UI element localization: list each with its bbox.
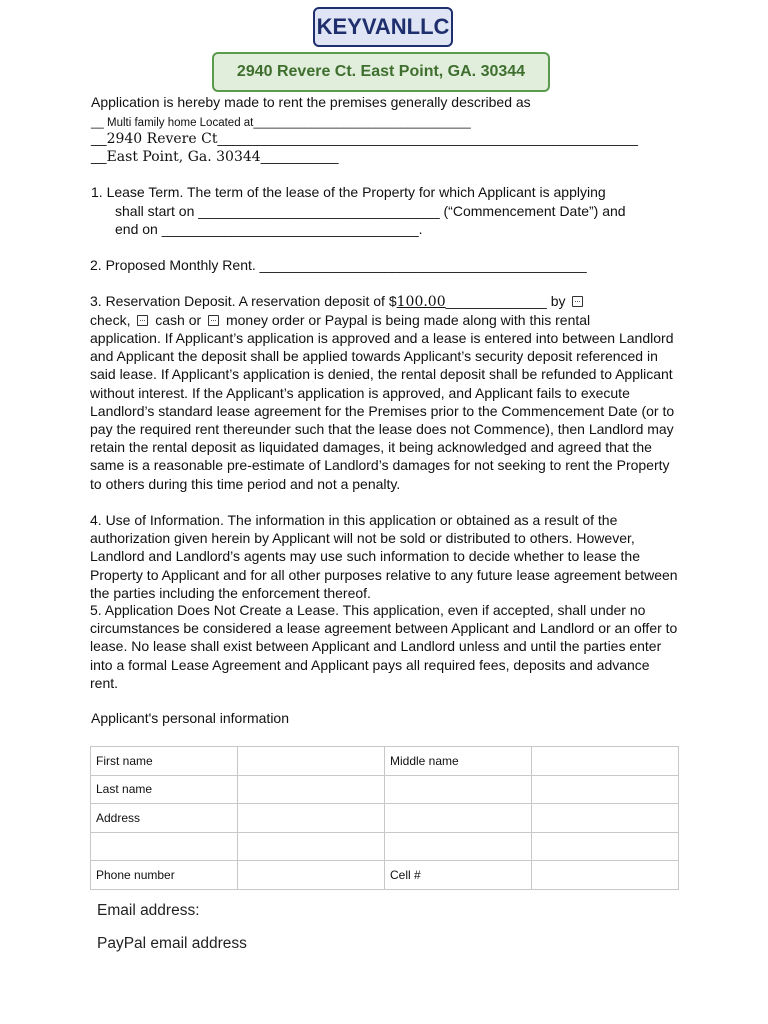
- intro-text: Application is hereby made to rent the premises generally described as: [91, 94, 531, 110]
- lease-term-line-1: 1. Lease Term. The term of the lease of the Property for which Applicant is applying: [91, 184, 606, 200]
- phone-field[interactable]: [238, 861, 385, 890]
- address-field[interactable]: [238, 804, 385, 833]
- paypal-email-label: PayPal email address: [97, 935, 247, 952]
- last-name-label: Last name: [91, 775, 238, 804]
- deposit-line-tail: _____________ by: [445, 293, 566, 309]
- money-order-checkbox[interactable]: [208, 315, 219, 326]
- cash-checkbox[interactable]: [137, 315, 148, 326]
- last-name-field[interactable]: [238, 775, 385, 804]
- empty-cell: [385, 832, 532, 861]
- middle-name-label: Middle name: [385, 747, 532, 776]
- middle-name-field[interactable]: [532, 747, 679, 776]
- table-row: [91, 775, 679, 804]
- property-address-banner: 2940 Revere Ct. East Point, GA. 30344: [212, 52, 550, 92]
- intro-line-2: __2940 Revere Ct______________________________________________________: [91, 130, 638, 147]
- empty-cell: [385, 775, 532, 804]
- empty-cell: [532, 775, 679, 804]
- deposit-body: application. If Applicant’s application is approved and a lease is entered into between Landlord and Applicant the deposit shall be applied towards Applicant’s security deposit referenced in said lease. If Applicant’s application is denied, the rental deposit shall be refunded to Applicant without interest. If the Applicant’s application is approved, and Applicant fails to execute Landlord’s standard lease agreement for the Premises prior to the Commencement Date (or to pay the required rent thereunder such that the lease does not Commence), then Landlord may retain the rental deposit as liquidated damages, it being acknowledged and agreed that the same is a reasonable pre-estimate of Landlord’s damages for not seeking to rent the Property to others during this time period and not a penalty.: [90, 330, 675, 492]
- cell-label: Cell #: [385, 861, 532, 890]
- no-lease-clause: 5. Application Does Not Create a Lease. This application, even if accepted, shall under no circumstances be considered a lease agreement between Applicant and Landlord or an offer to lease. No lease shall exist between Applicant and Landlord unless and until the parties enter into a formal Lease Agreement and Applicant pays all required fees, deposits and advance rent.: [90, 602, 678, 691]
- lease-term-line-2: shall start on _______________________________ (“Commencement Date”) and: [115, 203, 626, 219]
- table-row: [91, 832, 679, 861]
- table-row: [91, 804, 679, 833]
- company-title: KEYVANLLC: [313, 7, 453, 47]
- personal-info-table: [90, 746, 679, 890]
- intro-line-1: __ Multi family home Located at__________________________________: [91, 117, 471, 129]
- city-field[interactable]: East Point, Ga. 30344: [106, 149, 261, 165]
- table-row: [91, 747, 679, 776]
- table-row: [91, 861, 679, 890]
- address-line-2-field[interactable]: [238, 832, 385, 861]
- use-of-information: 4. Use of Information. The information in this application or obtained as a result of the authorization given herein by Applicant will not be sold or distributed to others. However, Landlord and Landlord’s agents may use such information to decide whether to lease the Property to Applicant and for all other purposes relative to any future lease agreement between the parties including the enforcement thereof.: [90, 512, 678, 601]
- property-type-label: Multi family home Located at: [107, 117, 254, 129]
- address-label: Address: [91, 804, 238, 833]
- empty-cell: [91, 832, 238, 861]
- phone-label: Phone number: [91, 861, 238, 890]
- money-order-label: money order or Paypal is being made along with this rental: [225, 312, 591, 328]
- check-label: check,: [90, 312, 131, 328]
- address-field-2[interactable]: [385, 804, 532, 833]
- address-field-3[interactable]: [532, 804, 679, 833]
- first-name-label: First name: [91, 747, 238, 776]
- deposit-prefix: 3. Reservation Deposit. A reservation deposit of $: [90, 293, 397, 309]
- deposit-amount-field[interactable]: 100.00: [396, 294, 446, 310]
- lease-term-line-3: end on _________________________________.: [115, 221, 423, 237]
- empty-cell: [532, 832, 679, 861]
- email-address-label: Email address:: [97, 902, 200, 919]
- personal-info-heading: Applicant's personal information: [91, 710, 290, 726]
- intro-line-3: __East Point, Ga. 30344__________: [91, 148, 339, 165]
- deposit-line: [90, 292, 586, 311]
- cash-label: cash or: [155, 312, 202, 328]
- deposit-method-line: [90, 311, 590, 329]
- check-checkbox[interactable]: [572, 296, 583, 307]
- street-field[interactable]: 2940 Revere Ct: [106, 131, 218, 147]
- cell-field[interactable]: [532, 861, 679, 890]
- first-name-field[interactable]: [238, 747, 385, 776]
- monthly-rent-line: 2. Proposed Monthly Rent. __________________________________________: [90, 257, 587, 273]
